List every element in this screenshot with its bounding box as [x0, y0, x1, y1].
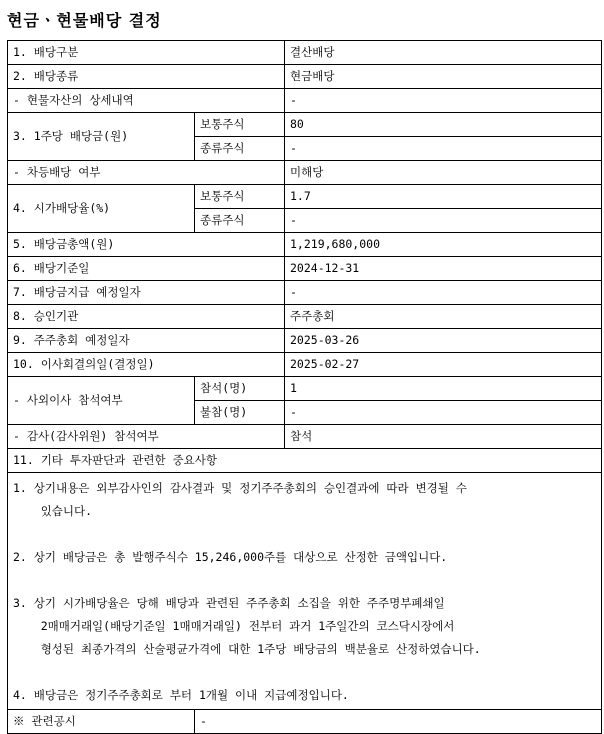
dividend-type-value: 결산배당: [285, 41, 602, 65]
in-kind-detail-label: - 현물자산의 상세내역: [8, 89, 285, 113]
dividend-type-label: 1. 배당구분: [8, 41, 285, 65]
table-row: [8, 377, 602, 401]
auditor-label: - 감사(감사위원) 참석여부: [8, 425, 285, 449]
table-row: [8, 233, 602, 257]
yield-class-label: 종류주식: [195, 209, 285, 233]
note-spacer: [13, 523, 596, 546]
dividend-kind-label: 2. 배당종류: [8, 65, 285, 89]
note-spacer: [13, 569, 596, 592]
total-value: 1,219,680,000: [285, 233, 602, 257]
dps-label: 3. 1주당 배당금(원): [8, 113, 195, 161]
other-matters-notes: [8, 473, 602, 710]
outside-directors-label: - 사외이사 참석여부: [8, 377, 195, 425]
directors-present-label: 참석(명): [195, 377, 285, 401]
note-spacer: [13, 661, 596, 684]
note-line: 있습니다.: [13, 504, 93, 518]
record-date-label: 6. 배당기준일: [8, 257, 285, 281]
record-date-value: 2024-12-31: [285, 257, 602, 281]
yield-common-value: 1.7: [285, 185, 602, 209]
agm-date-value: 2025-03-26: [285, 329, 602, 353]
note-line: 4. 배당금은 정기주주총회로 부터 1개월 이내 지급예정입니다.: [13, 688, 349, 702]
table-row: [8, 161, 602, 185]
directors-present-value: 1: [285, 377, 602, 401]
table-row: [8, 353, 602, 377]
related-disclosure-value: -: [195, 710, 602, 734]
in-kind-detail-value: -: [285, 89, 602, 113]
note-line: 형성된 최종가격의 산술평균가격에 대한 1주당 배당금의 백분율로 산정하였습니다.: [13, 642, 481, 656]
directors-absent-label: 불참(명): [195, 401, 285, 425]
board-date-label: 10. 이사회결의일(결정일): [8, 353, 285, 377]
table-row: [8, 185, 602, 209]
board-date-value: 2025-02-27: [285, 353, 602, 377]
table-row: [8, 41, 602, 65]
table-row: [8, 65, 602, 89]
yield-label: 4. 시가배당율(%): [8, 185, 195, 233]
page-title: 현금ㆍ현물배당 결정: [7, 11, 162, 30]
yield-class-value: -: [285, 209, 602, 233]
differential-value: 미해당: [285, 161, 602, 185]
table-row: [8, 89, 602, 113]
differential-label: - 차등배당 여부: [8, 161, 285, 185]
table-row: [8, 113, 602, 137]
dps-common-label: 보통주식: [195, 113, 285, 137]
table-row: [8, 425, 602, 449]
note-line: 1. 상기내용은 외부감사인의 감사결과 및 정기주주총회의 승인결과에 따라 변경될 수: [13, 481, 467, 495]
payment-date-label: 7. 배당금지급 예정일자: [8, 281, 285, 305]
table-row: [8, 329, 602, 353]
table-row: [8, 449, 602, 473]
dps-common-value: 80: [285, 113, 602, 137]
table-row: [8, 281, 602, 305]
table-row: [8, 305, 602, 329]
payment-date-value: -: [285, 281, 602, 305]
dividend-kind-value: 현금배당: [285, 65, 602, 89]
approval-label: 8. 승인기관: [8, 305, 285, 329]
table-row: [8, 473, 602, 710]
auditor-value: 참석: [285, 425, 602, 449]
dps-class-label: 종류주식: [195, 137, 285, 161]
yield-common-label: 보통주식: [195, 185, 285, 209]
note-line: 2. 상기 배당금은 총 발행주식수 15,246,000주를 대상으로 산정한 금액입니다.: [13, 550, 448, 564]
approval-value: 주주총회: [285, 305, 602, 329]
directors-absent-value: -: [285, 401, 602, 425]
table-row: [8, 257, 602, 281]
table-row: [8, 710, 602, 734]
related-disclosure-label: ※ 관련공시: [8, 710, 195, 734]
dps-class-value: -: [285, 137, 602, 161]
note-line: 3. 상기 시가배당율은 당해 배당과 관련된 주주총회 소집을 위한 주주명부폐쇄일: [13, 596, 445, 610]
total-label: 5. 배당금총액(원): [8, 233, 285, 257]
agm-date-label: 9. 주주총회 예정일자: [8, 329, 285, 353]
other-matters-header: 11. 기타 투자판단과 관련한 중요사항: [8, 449, 602, 473]
note-line: 2매매거래일(배당기준일 1매매거래일) 전부터 과거 1주일간의 코스닥시장에서: [13, 619, 455, 633]
disclosure-table: [7, 40, 602, 734]
